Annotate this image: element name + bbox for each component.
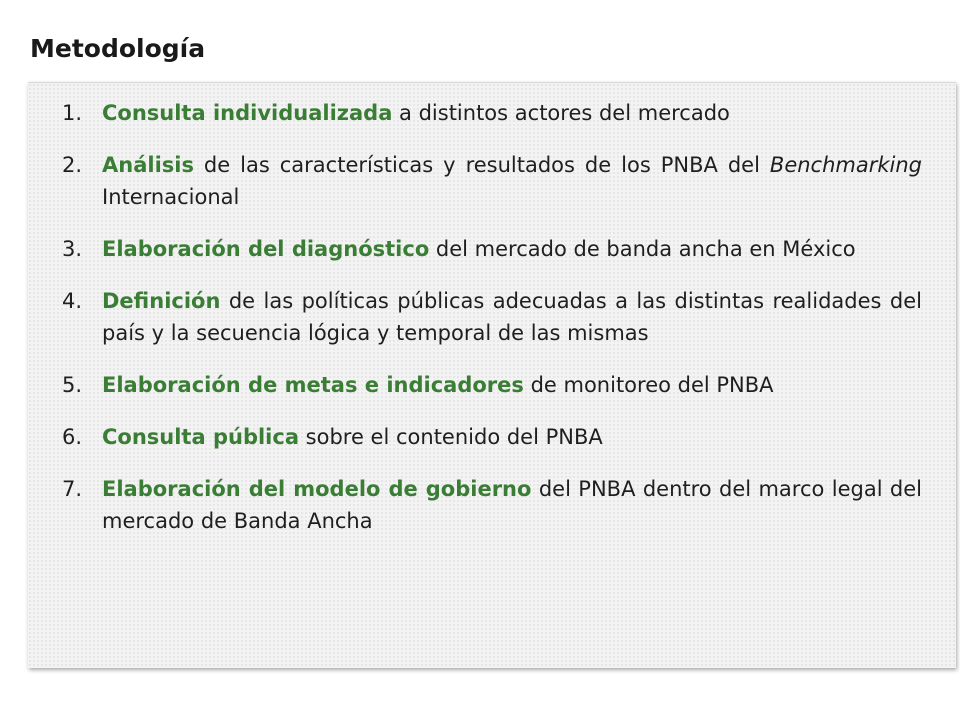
step-highlight: Consulta pública [102,425,299,449]
step-highlight: Definición [102,289,221,313]
step-text: de monitoreo del PNBA [523,373,774,397]
step-item-2 [62,149,922,213]
step-item-3 [62,233,922,265]
step-highlight: Elaboración del diagnóstico [102,237,430,261]
step-highlight: Análisis [102,153,194,177]
step-item-4 [62,285,922,349]
step-item-6 [62,421,922,453]
step-text: del mercado de banda ancha en México [429,237,856,261]
step-number: 3. [62,237,83,261]
methodology-panel [28,82,956,668]
step-text: de las políticas públicas adecuadas a las distintas realidades del país y la secuencia lógica y temporal de las mismas [102,289,922,345]
step-item-1 [62,97,922,129]
step-text: del PNBA dentro del marco legal del mercado de Banda Ancha [102,477,923,533]
step-number: 5. [62,373,83,397]
step-italic-term: Benchmarking [769,153,922,177]
step-number: 4. [62,289,83,313]
step-item-5 [62,369,922,401]
page-title: Metodología [30,34,206,63]
step-highlight: Elaboración del modelo de gobierno [102,477,532,501]
step-number: 7. [62,477,83,501]
step-highlight: Elaboración de metas e indicadores [102,373,524,397]
step-text: a distintos actores del mercado [392,101,730,125]
step-number: 1. [62,101,83,125]
step-item-7 [62,473,922,537]
step-number: 2. [62,153,83,177]
step-highlight: Consulta individualizada [102,101,393,125]
step-number: 6. [62,425,83,449]
methodology-steps-list [62,97,922,557]
step-text-after: Internacional [102,185,240,209]
step-text: sobre el contenido del PNBA [299,425,603,449]
step-text: de las características y resultados de los PNBA del [193,153,770,177]
